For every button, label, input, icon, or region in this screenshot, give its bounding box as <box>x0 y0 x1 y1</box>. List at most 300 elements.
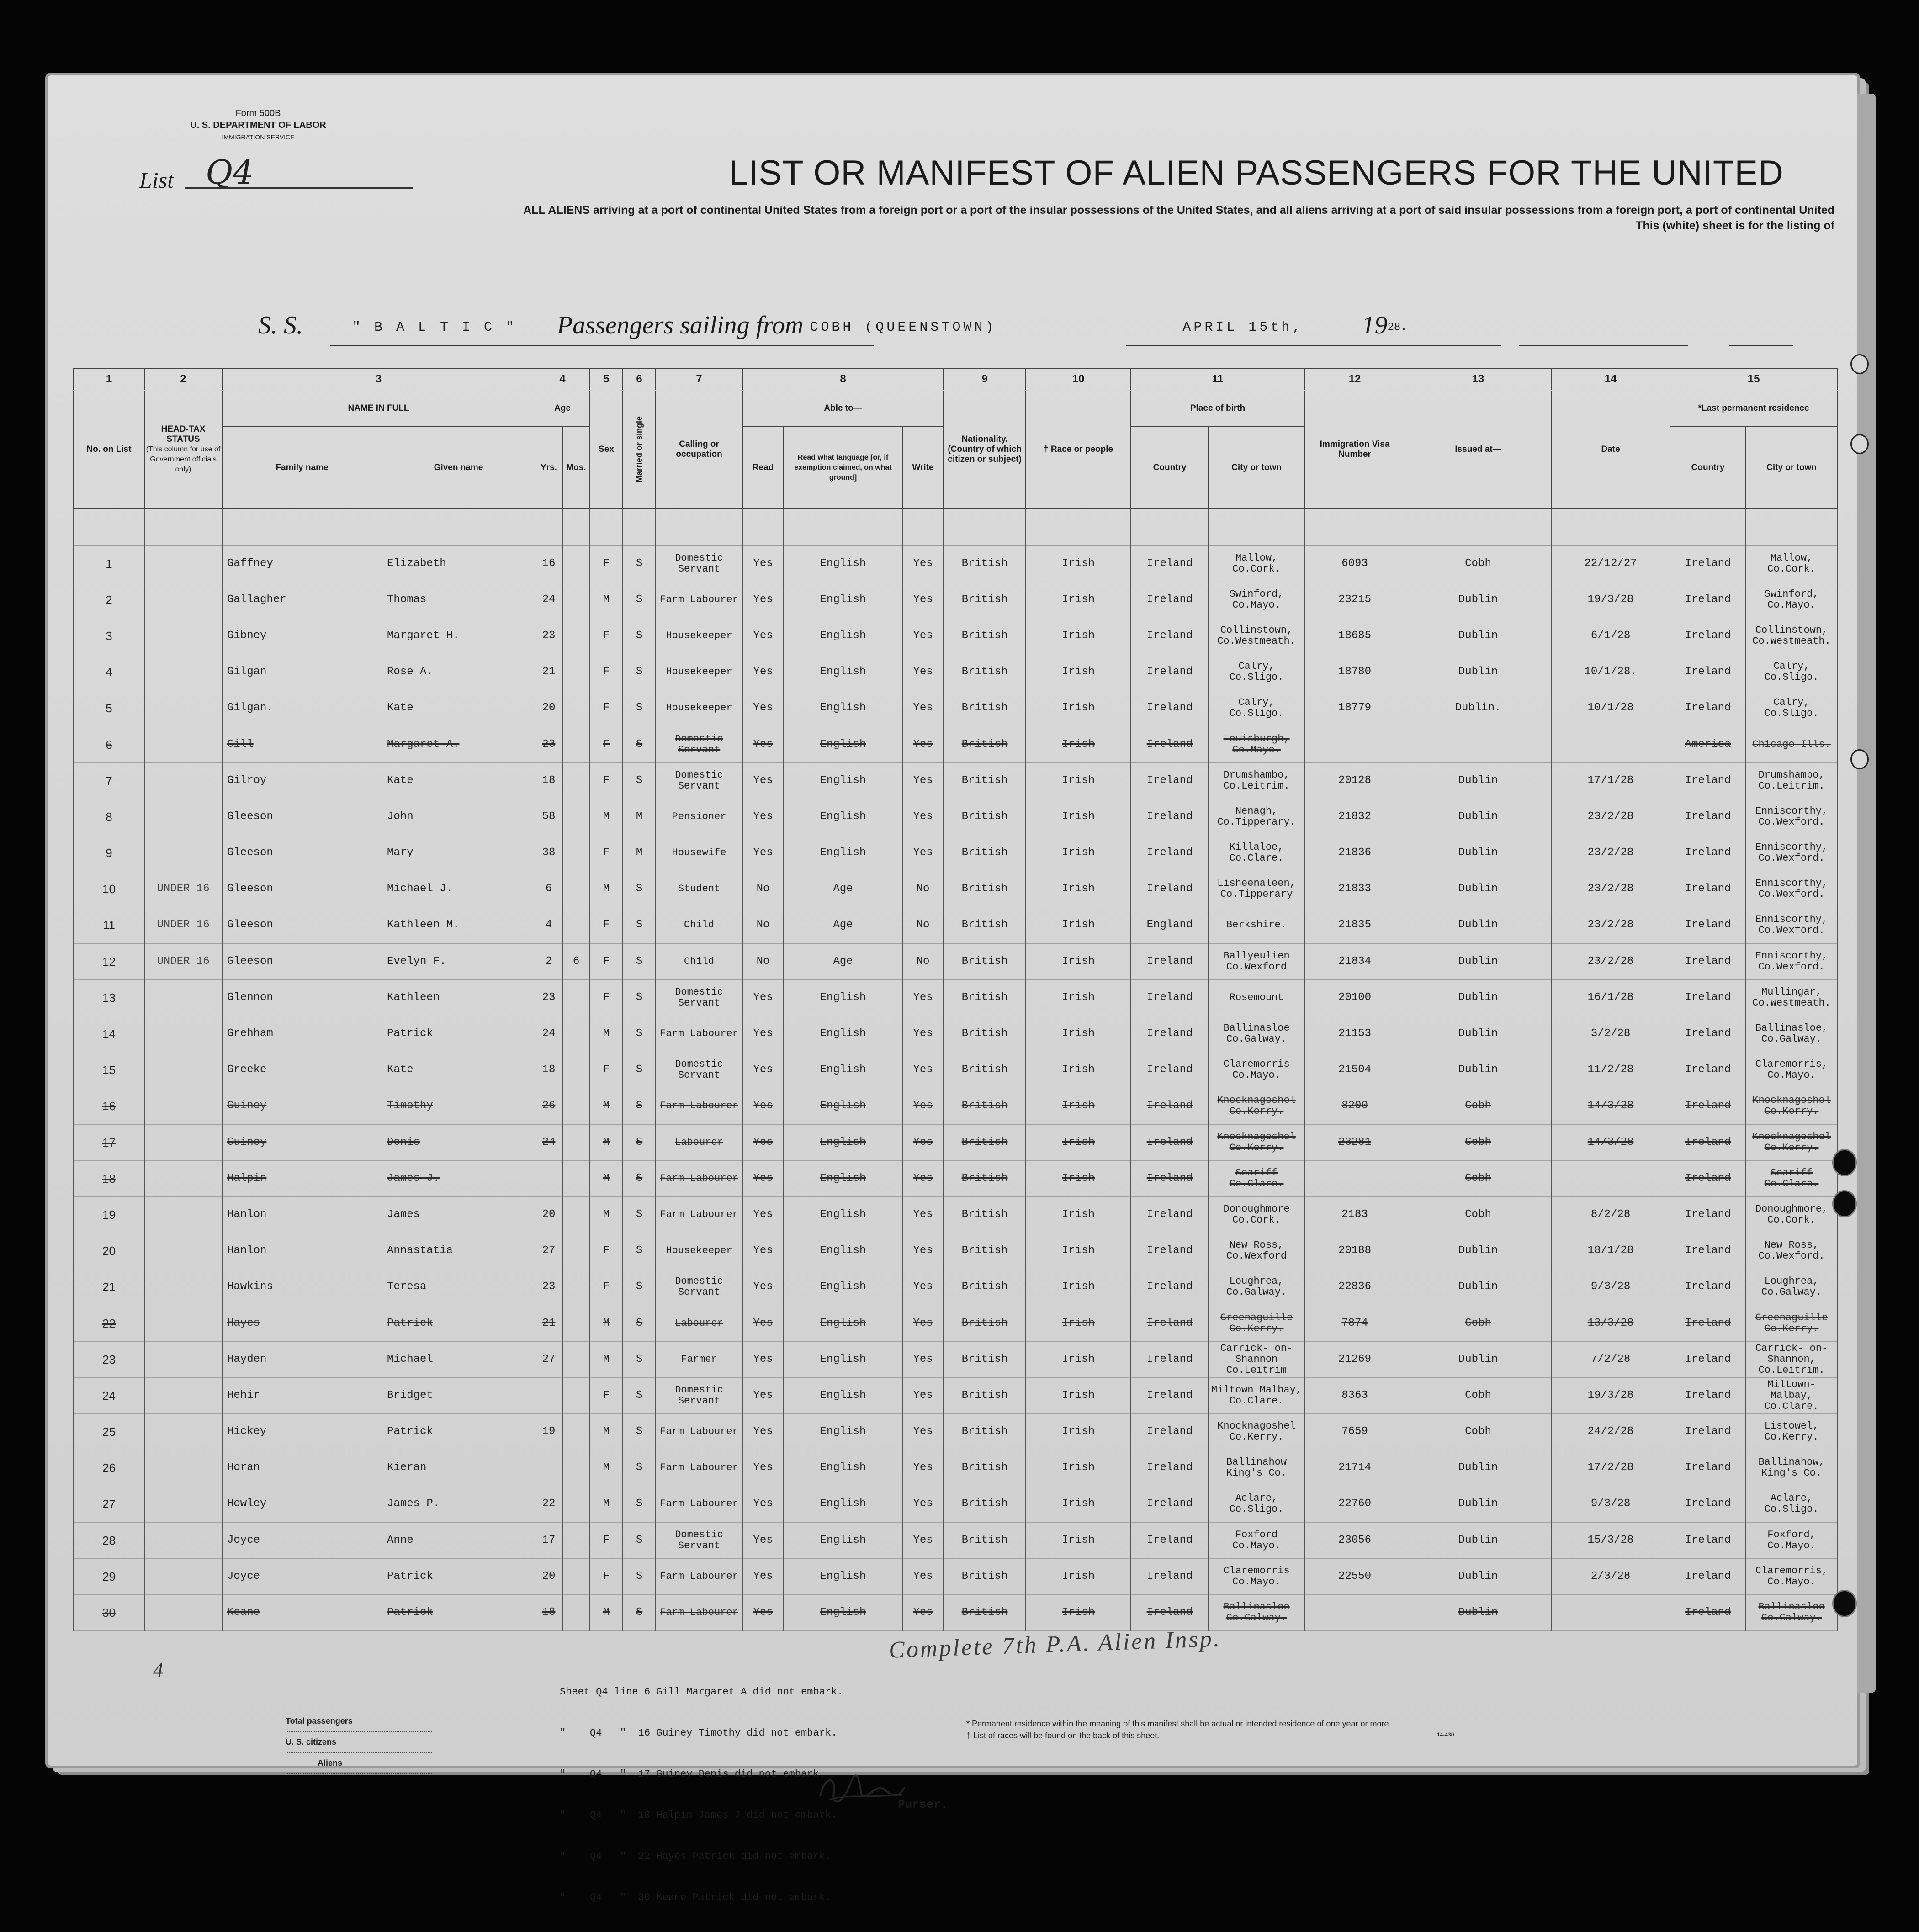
residence-country: Ireland <box>1670 1305 1746 1341</box>
residence-country: Ireland <box>1670 1522 1746 1558</box>
issue-date: 9/3/28 <box>1551 1269 1670 1305</box>
birth-country: Ireland <box>1131 1486 1209 1522</box>
can-read: Yes <box>742 726 784 762</box>
residence-country: Ireland <box>1670 545 1746 582</box>
race: Irish <box>1026 690 1131 726</box>
birth-country: Ireland <box>1131 582 1209 618</box>
sex: F <box>590 545 623 582</box>
passenger-row <box>74 545 1837 582</box>
head-tax-status <box>144 726 222 762</box>
passenger-row <box>74 1558 1837 1594</box>
sex: F <box>590 618 623 654</box>
col-number: 5 <box>590 368 623 390</box>
can-read: Yes <box>742 1486 784 1522</box>
marital-status: S <box>623 545 656 582</box>
occupation: Domestic Servant <box>656 726 742 762</box>
given-name: Margaret A. <box>382 726 535 762</box>
age-months <box>562 726 590 762</box>
note-line: " Q4 " 16 Guiney Timothy did not embark. <box>560 1727 838 1739</box>
visa-number: 20128 <box>1304 762 1405 799</box>
col-number: 1 <box>74 368 144 390</box>
can-write: Yes <box>902 1450 944 1486</box>
nationality: British <box>944 762 1026 799</box>
marital-status: S <box>623 1016 656 1052</box>
can-write: Yes <box>902 1160 944 1196</box>
nationality: British <box>944 1124 1026 1160</box>
can-write: Yes <box>902 1124 944 1160</box>
nationality: British <box>944 1160 1026 1196</box>
age-years: 23 <box>535 979 562 1016</box>
race: Irish <box>1026 1377 1131 1413</box>
residence-country: Ireland <box>1670 979 1746 1016</box>
visa-number: 23215 <box>1304 582 1405 618</box>
header-able-to: Able to— <box>742 390 944 427</box>
visa-number: 22836 <box>1304 1269 1405 1305</box>
residence-city: Collinstown, Co.Westmeath. <box>1746 618 1837 654</box>
head-tax-status <box>144 979 222 1016</box>
residence-city: Greenaguille Co.Kerry. <box>1746 1305 1837 1341</box>
marital-status: S <box>623 690 656 726</box>
read-language: English <box>784 799 902 835</box>
visa-number: 20188 <box>1304 1233 1405 1269</box>
family-name: Gleeson <box>222 799 382 835</box>
occupation: Child <box>656 943 742 979</box>
birth-city: Knocknagoshel Co.Kerry. <box>1209 1124 1304 1160</box>
residence-city: Ballinasloe Co.Galway. <box>1746 1594 1837 1630</box>
issue-date <box>1551 726 1670 762</box>
punch-hole <box>1832 1590 1857 1617</box>
age-years <box>535 1160 562 1196</box>
residence-city: Scariff Co.Clare. <box>1746 1160 1837 1196</box>
line-number: 25 <box>74 1414 144 1450</box>
nationality: British <box>944 1558 1026 1594</box>
occupation: Domestic Servant <box>656 1052 742 1088</box>
birth-country: Ireland <box>1131 1052 1209 1088</box>
sex: M <box>590 799 623 835</box>
nationality: British <box>944 1414 1026 1450</box>
head-tax-note: (This column for use of Government officials only) <box>146 445 221 474</box>
handwritten-corner-number: 4 <box>153 1659 163 1681</box>
age-years: 4 <box>535 907 562 943</box>
header-birth-city: City or town <box>1209 427 1304 509</box>
age-months <box>562 690 590 726</box>
age-years: 2 <box>535 943 562 979</box>
age-months <box>562 545 590 582</box>
head-tax-status <box>144 1196 222 1233</box>
header-visa: Immigration Visa Number <box>1304 390 1405 509</box>
passenger-row <box>74 1196 1837 1233</box>
marital-status: S <box>623 762 656 799</box>
head-tax-status <box>144 1414 222 1450</box>
occupation: Labourer <box>656 1305 742 1341</box>
col-number: 13 <box>1405 368 1551 390</box>
age-months <box>562 1269 590 1305</box>
read-language: English <box>784 1594 902 1630</box>
sex: F <box>590 1377 623 1413</box>
age-years: 24 <box>535 1124 562 1160</box>
passenger-row <box>74 1088 1837 1124</box>
birth-city: Mallow, Co.Cork. <box>1209 545 1304 582</box>
given-name: Kate <box>382 690 535 726</box>
residence-country: Ireland <box>1670 1341 1746 1377</box>
age-months <box>562 654 590 690</box>
can-read: Yes <box>742 1594 784 1630</box>
residence-country: Ireland <box>1670 1414 1746 1450</box>
head-tax-status: UNDER 16 <box>144 907 222 943</box>
marital-status: S <box>623 1341 656 1377</box>
aliens-label: Aliens <box>286 1753 432 1774</box>
nationality: British <box>944 1052 1026 1088</box>
residence-city: Claremorris, Co.Mayo. <box>1746 1052 1837 1088</box>
family-name: Hehir <box>222 1377 382 1413</box>
can-write: Yes <box>902 799 944 835</box>
occupation: Student <box>656 871 742 907</box>
residence-city: Foxford, Co.Mayo. <box>1746 1522 1837 1558</box>
sex: M <box>590 1016 623 1052</box>
issue-date: 19/3/28 <box>1551 1377 1670 1413</box>
can-read: Yes <box>742 1088 784 1124</box>
race: Irish <box>1026 1341 1131 1377</box>
age-months <box>562 762 590 799</box>
age-months <box>562 1124 590 1160</box>
visa-number: 21833 <box>1304 871 1405 907</box>
head-tax-status <box>144 1558 222 1594</box>
birth-city: Foxford Co.Mayo. <box>1209 1522 1304 1558</box>
marital-status: S <box>623 1486 656 1522</box>
can-write: Yes <box>902 1305 944 1341</box>
can-read: Yes <box>742 618 784 654</box>
birth-city: Ballinasloe Co.Galway. <box>1209 1016 1304 1052</box>
total-passengers-label: Total passengers <box>286 1711 432 1732</box>
occupation: Domestic Servant <box>656 1377 742 1413</box>
family-name: Hawkins <box>222 1269 382 1305</box>
head-tax-status <box>144 1269 222 1305</box>
head-tax-status <box>144 1341 222 1377</box>
age-years: 22 <box>535 1486 562 1522</box>
read-language: Age <box>784 943 902 979</box>
line-number: 15 <box>74 1052 144 1088</box>
race: Irish <box>1026 943 1131 979</box>
read-language: English <box>784 654 902 690</box>
port-underline <box>1126 345 1501 346</box>
marital-status: S <box>623 1305 656 1341</box>
head-tax-status <box>144 1124 222 1160</box>
residence-city: Chicago Ills. <box>1746 726 1837 762</box>
line-number: 16 <box>74 1088 144 1124</box>
line-number: 27 <box>74 1486 144 1522</box>
issue-date: 11/2/28 <box>1551 1052 1670 1088</box>
passenger-row <box>74 582 1837 618</box>
head-tax-status <box>144 1522 222 1558</box>
can-read: No <box>742 871 784 907</box>
age-months <box>562 618 590 654</box>
occupation: Farm Labourer <box>656 1016 742 1052</box>
age-months <box>562 1486 590 1522</box>
nationality: British <box>944 871 1026 907</box>
issue-date: 3/2/28 <box>1551 1016 1670 1052</box>
race: Irish <box>1026 1160 1131 1196</box>
family-name: Hanlon <box>222 1233 382 1269</box>
residence-city: Enniscorthy, Co.Wexford. <box>1746 943 1837 979</box>
family-name: Grehham <box>222 1016 382 1052</box>
nationality: British <box>944 1196 1026 1233</box>
page-stack-edge <box>1857 94 1876 1693</box>
family-name: Guiney <box>222 1088 382 1124</box>
can-write: Yes <box>902 582 944 618</box>
age-months <box>562 871 590 907</box>
header-given-name: Given name <box>382 427 535 509</box>
issued-at: Dublin <box>1405 907 1551 943</box>
line-number: 21 <box>74 1269 144 1305</box>
read-language: English <box>784 1124 902 1160</box>
read-language: English <box>784 1486 902 1522</box>
race: Irish <box>1026 1016 1131 1052</box>
header-date: Date <box>1551 390 1670 509</box>
header-read: Read <box>742 427 784 509</box>
issued-at: Dublin <box>1405 943 1551 979</box>
issue-date <box>1551 1160 1670 1196</box>
ship-underline <box>330 345 874 346</box>
birth-country: Ireland <box>1131 690 1209 726</box>
age-years: 21 <box>535 1305 562 1341</box>
issue-date: 14/3/28 <box>1551 1088 1670 1124</box>
residence-city: Enniscorthy, Co.Wexford. <box>1746 835 1837 871</box>
read-language: English <box>784 1233 902 1269</box>
passenger-row <box>74 762 1837 799</box>
head-tax-status <box>144 1377 222 1413</box>
line-number: 29 <box>74 1558 144 1594</box>
nationality: British <box>944 1269 1026 1305</box>
residence-country: Ireland <box>1670 1196 1746 1233</box>
nationality: British <box>944 907 1026 943</box>
header-birth-country: Country <box>1131 427 1209 509</box>
family-name: Joyce <box>222 1558 382 1594</box>
subtitle-line-2: This (white) sheet is for the listing of <box>1636 219 1834 232</box>
can-write: Yes <box>902 1196 944 1233</box>
race: Irish <box>1026 1305 1131 1341</box>
age-years: 21 <box>535 654 562 690</box>
birth-country: Ireland <box>1131 799 1209 835</box>
issue-date: 24/2/28 <box>1551 1414 1670 1450</box>
can-write: Yes <box>902 1269 944 1305</box>
can-read: Yes <box>742 835 784 871</box>
line-number: 20 <box>74 1233 144 1269</box>
birth-country: Ireland <box>1131 943 1209 979</box>
residence-city: Ballinasloe, Co.Galway. <box>1746 1016 1837 1052</box>
occupation: Domestic Servant <box>656 762 742 799</box>
age-years: 23 <box>535 1269 562 1305</box>
header-age: Age <box>535 390 590 427</box>
occupation: Farm Labourer <box>656 1160 742 1196</box>
issued-at: Dublin <box>1405 835 1551 871</box>
birth-city: Miltown Malbay, Co.Clare. <box>1209 1377 1304 1413</box>
marital-status: S <box>623 1233 656 1269</box>
race: Irish <box>1026 871 1131 907</box>
birth-country: Ireland <box>1131 1305 1209 1341</box>
marital-status: S <box>623 1052 656 1088</box>
visa-number: 20100 <box>1304 979 1405 1016</box>
occupation: Housekeeper <box>656 654 742 690</box>
footnotes <box>966 1718 1391 1741</box>
line-number: 28 <box>74 1522 144 1558</box>
residence-city: Knocknagoshel Co.Kerry. <box>1746 1088 1837 1124</box>
residence-city: Loughrea, Co.Galway. <box>1746 1269 1837 1305</box>
can-write: Yes <box>902 1377 944 1413</box>
residence-city: Calry, Co.Sligo. <box>1746 654 1837 690</box>
residence-city: Aclare, Co.Sligo. <box>1746 1486 1837 1522</box>
residence-country: Ireland <box>1670 1233 1746 1269</box>
residence-country: Ireland <box>1670 1558 1746 1594</box>
header-write: Write <box>902 427 944 509</box>
birth-city: Greenaguille Co.Kerry. <box>1209 1305 1304 1341</box>
birth-country: Ireland <box>1131 1269 1209 1305</box>
passenger-row <box>74 1414 1837 1450</box>
page-subtitle <box>400 202 1834 233</box>
age-years: 27 <box>535 1233 562 1269</box>
birth-country: Ireland <box>1131 871 1209 907</box>
residence-country: Ireland <box>1670 582 1746 618</box>
occupation: Farmer <box>656 1341 742 1377</box>
issued-at: Cobh <box>1405 1196 1551 1233</box>
head-tax-status: UNDER 16 <box>144 943 222 979</box>
line-number: 13 <box>74 979 144 1016</box>
birth-city: Knocknagoshel Co.Kerry. <box>1209 1414 1304 1450</box>
read-language: English <box>784 1052 902 1088</box>
col-number: 2 <box>144 368 222 390</box>
head-tax-status <box>144 835 222 871</box>
can-write: Yes <box>902 835 944 871</box>
age-years: 58 <box>535 799 562 835</box>
can-read: Yes <box>742 690 784 726</box>
birth-city: Claremorris Co.Mayo. <box>1209 1558 1304 1594</box>
note-line: Sheet Q4 line 6 Gill Margaret A did not embark. <box>560 1686 843 1698</box>
given-name: Kieran <box>382 1450 535 1486</box>
binding-tab <box>1850 354 1869 374</box>
age-months <box>562 1558 590 1594</box>
line-number: 10 <box>74 871 144 907</box>
purser-label: Purser. <box>898 1798 948 1811</box>
occupation: Housekeeper <box>656 690 742 726</box>
residence-country: Ireland <box>1670 1160 1746 1196</box>
line-number: 18 <box>74 1160 144 1196</box>
issued-at: Dublin <box>1405 618 1551 654</box>
age-months <box>562 1196 590 1233</box>
header-married: Married or single <box>623 390 656 509</box>
residence-city: Enniscorthy, Co.Wexford. <box>1746 907 1837 943</box>
read-language: English <box>784 1558 902 1594</box>
can-write: Yes <box>902 1414 944 1450</box>
issued-at: Cobh <box>1405 1124 1551 1160</box>
read-language: English <box>784 1160 902 1196</box>
sex: M <box>590 1124 623 1160</box>
marital-status: S <box>623 1594 656 1630</box>
nationality: British <box>944 1088 1026 1124</box>
given-name: Anne <box>382 1522 535 1558</box>
line-number: 30 <box>74 1594 144 1630</box>
can-read: Yes <box>742 1196 784 1233</box>
birth-city: New Ross, Co.Wexford <box>1209 1233 1304 1269</box>
header-row-1 <box>74 390 1837 427</box>
sailing-label: Passengers sailing from <box>557 311 804 339</box>
age-years <box>535 1450 562 1486</box>
can-read: Yes <box>742 979 784 1016</box>
issued-at: Dublin <box>1405 1269 1551 1305</box>
issued-at: Dublin <box>1405 1016 1551 1052</box>
header-head-tax <box>144 390 222 509</box>
given-name: Margaret H. <box>382 618 535 654</box>
passenger-row <box>74 1450 1837 1486</box>
visa-number: 22550 <box>1304 1558 1405 1594</box>
header-read-language: Read what language [or, if exemption claimed, on what ground] <box>784 427 902 509</box>
marital-status: S <box>623 582 656 618</box>
birth-country: Ireland <box>1131 1522 1209 1558</box>
punch-hole <box>1832 1190 1857 1217</box>
family-name: Halpin <box>222 1160 382 1196</box>
passenger-row <box>74 654 1837 690</box>
head-tax-status <box>144 654 222 690</box>
age-months <box>562 1088 590 1124</box>
issue-date: 17/2/28 <box>1551 1450 1670 1486</box>
marital-status: S <box>623 1088 656 1124</box>
age-years: 20 <box>535 1196 562 1233</box>
can-write: No <box>902 871 944 907</box>
note-line: " Q4 " 18 Halpin James J did not embark. <box>560 1810 838 1821</box>
marital-status: M <box>623 799 656 835</box>
head-tax-status <box>144 1016 222 1052</box>
read-language: English <box>784 618 902 654</box>
issued-at: Dublin <box>1405 1522 1551 1558</box>
birth-city: Knocknagoshel Co.Kerry. <box>1209 1088 1304 1124</box>
birth-city: Donoughmore Co.Cork. <box>1209 1196 1304 1233</box>
residence-country: Ireland <box>1670 762 1746 799</box>
note-line: " Q4 " 30 Keane Patrick did not embark. <box>560 1892 832 1903</box>
head-tax-title: HEAD-TAX STATUS <box>161 424 206 445</box>
departure-port: COBH (QUEENSTOWN) <box>810 320 997 336</box>
passenger-row <box>74 726 1837 762</box>
header-race: † Race or people <box>1026 390 1131 509</box>
birth-city: Drumshambo, Co.Leitrim. <box>1209 762 1304 799</box>
can-write: No <box>902 943 944 979</box>
can-read: Yes <box>742 1377 784 1413</box>
can-read: No <box>742 907 784 943</box>
read-language: English <box>784 1305 902 1341</box>
given-name: Michael <box>382 1341 535 1377</box>
occupation: Domestic Servant <box>656 1269 742 1305</box>
year-underline <box>1729 345 1793 346</box>
residence-city: New Ross, Co.Wexford. <box>1746 1233 1837 1269</box>
occupation: Farm Labourer <box>656 582 742 618</box>
embarkation-notes <box>560 1658 843 1932</box>
marital-status: S <box>623 1414 656 1450</box>
residence-country: Ireland <box>1670 1486 1746 1522</box>
age-months <box>562 1341 590 1377</box>
given-name: Patrick <box>382 1016 535 1052</box>
issued-at: Cobh <box>1405 1305 1551 1341</box>
sex: F <box>590 943 623 979</box>
issue-date: 14/3/28 <box>1551 1124 1670 1160</box>
residence-country: Ireland <box>1670 871 1746 907</box>
birth-city: Louisburgh, Co.Mayo. <box>1209 726 1304 762</box>
passenger-row <box>74 1486 1837 1522</box>
issued-at: Dublin <box>1405 871 1551 907</box>
read-language: English <box>784 1450 902 1486</box>
col-number: 7 <box>656 368 742 390</box>
birth-country: Ireland <box>1131 1341 1209 1377</box>
issue-date: 16/1/28 <box>1551 979 1670 1016</box>
birth-country: Ireland <box>1131 1088 1209 1124</box>
race: Irish <box>1026 1269 1131 1305</box>
family-name: Gilgan <box>222 654 382 690</box>
